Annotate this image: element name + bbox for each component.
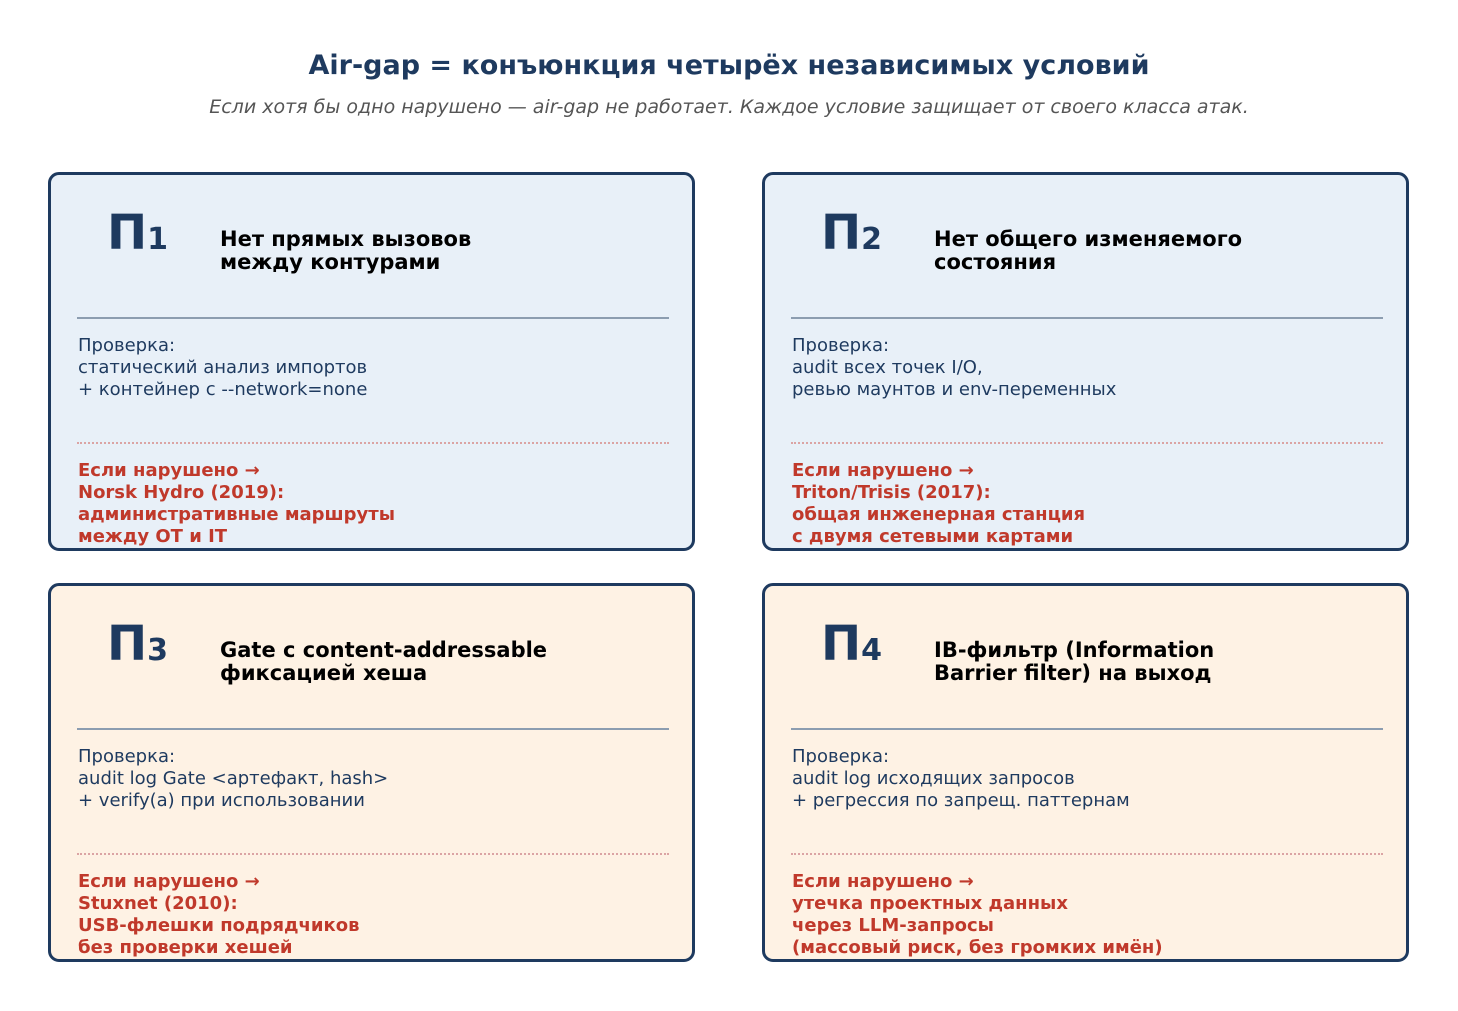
condition-card-p3 <box>48 583 695 962</box>
violation-example: Если нарушено → Triton/Trisis (2017): общая инженерная станция с двумя сетевыми картами <box>792 460 1086 547</box>
page-title: Air-gap = конъюнкция четырёх независимых условий <box>308 50 1150 81</box>
card-title: Gate с content-addressable фиксацией хеша <box>220 638 548 685</box>
page-subtitle: Если хотя бы одно нарушено — air-gap не работает. Каждое условие защищает от своего класса атак. <box>209 96 1249 118</box>
divider <box>77 728 669 730</box>
dotted-divider <box>77 442 669 444</box>
condition-card-p2 <box>762 172 1409 551</box>
condition-card-p4 <box>762 583 1409 962</box>
card-title: IB-фильтр (Information Barrier filter) на выход <box>934 638 1215 685</box>
card-id: П2 <box>821 205 883 261</box>
card-id: П1 <box>107 205 169 261</box>
verification-text: Проверка: audit log Gate <артефакт, hash> + verify(a) при использовании <box>78 746 389 811</box>
violation-example: Если нарушено → утечка проектных данных через LLM-запросы (массовый риск, без громких имён) <box>792 871 1163 958</box>
violation-example: Если нарушено → Stuxnet (2010): USB-флешки подрядчиков без проверки хешей <box>78 871 360 958</box>
card-id: П4 <box>821 616 883 672</box>
dotted-divider <box>77 853 669 855</box>
condition-card-p1 <box>48 172 695 551</box>
card-title: Нет общего изменяемого состояния <box>934 227 1243 274</box>
divider <box>791 317 1383 319</box>
divider <box>77 317 669 319</box>
card-id: П3 <box>107 616 169 672</box>
verification-text: Проверка: audit log исходящих запросов + регрессия по запрещ. паттернам <box>792 746 1130 811</box>
verification-text: Проверка: статический анализ импортов + контейнер с --network=none <box>78 335 368 400</box>
verification-text: Проверка: audit всех точек I/O, ревью маунтов и env-переменных <box>792 335 1117 400</box>
divider <box>791 728 1383 730</box>
card-title: Нет прямых вызовов между контурами <box>220 227 472 274</box>
violation-example: Если нарушено → Norsk Hydro (2019): административные маршруты между ОТ и IT <box>78 460 396 547</box>
dotted-divider <box>791 442 1383 444</box>
dotted-divider <box>791 853 1383 855</box>
